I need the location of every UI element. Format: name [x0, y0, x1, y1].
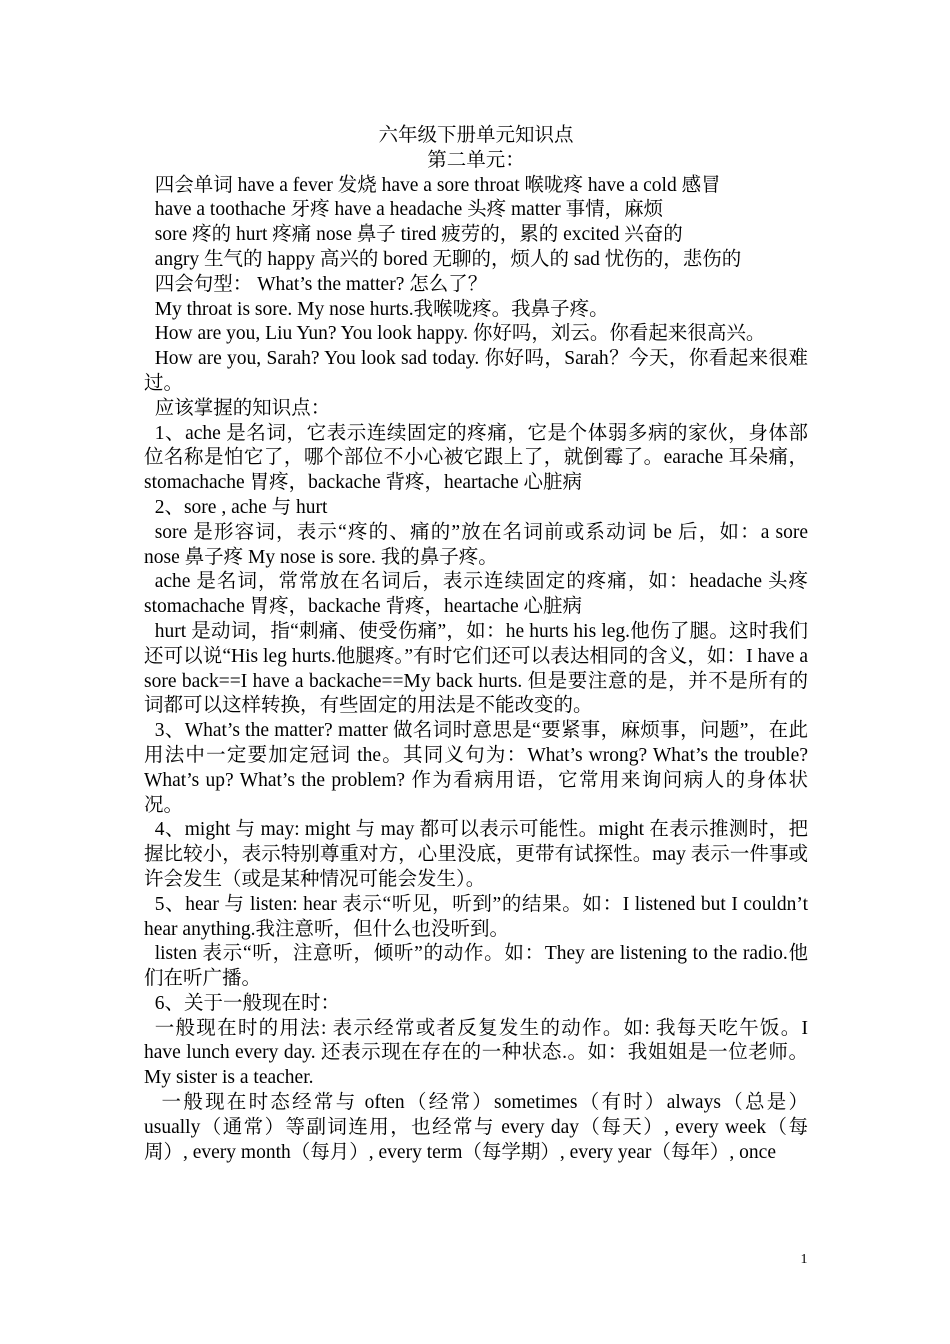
- paragraph: 5、hear 与 listen: hear 表示“听见，听到”的结果。如：I listened but I couldn’t hear anything.我注意听，但什么也没听到。: [144, 893, 808, 940]
- paragraph: have a toothache 牙疼 have a headache 头疼 matter 事情，麻烦: [154, 199, 664, 221]
- paragraph: My throat is sore. My nose hurts.我喉咙疼。我鼻子疼。: [154, 298, 609, 320]
- page-number: 1: [800, 1252, 808, 1267]
- paragraph: 1、ache 是名词，它表示连续固定的疼痛，它是个体弱多病的家伙，身体部位名称是怕它了，哪个部位不小心被它跟上了，就倒霉了。earache 耳朵痛，stomachache 胃疼，backache 背疼，heartache 心脏病: [144, 422, 808, 494]
- unit-heading: 第二单元：: [427, 149, 525, 171]
- document-title: 六年级下册单元知识点: [378, 125, 574, 146]
- document-body: [144, 124, 808, 1165]
- paragraph: ache 是名词，常常放在名词后，表示连续固定的疼痛，如：headache 头疼 stomachache 胃疼，backache 背疼，heartache 心脏病: [144, 571, 808, 618]
- paragraph: 2、sore , ache 与 hurt: [154, 496, 328, 518]
- paragraph: sore 疼的 hurt 疼痛 nose 鼻子 tired 疲劳的，累的 excited 兴奋的: [154, 224, 683, 246]
- paragraph: listen 表示“听，注意听，倾听”的动作。如：They are listening to the radio.他们在听广播。: [144, 943, 808, 990]
- paragraph: 应该掌握的知识点：: [154, 397, 331, 419]
- paragraph: 一般现在时的用法: 表示经常或者反复发生的动作。如: 我每天吃午饭。I have lunch every day. 还表示现在存在的一种状态.。如：我姐姐是一位老师。My sister is a teacher.: [144, 1017, 808, 1089]
- paragraph: 6、关于一般现在时：: [154, 992, 340, 1014]
- paragraph: angry 生气的 happy 高兴的 bored 无聊的，烦人的 sad 忧伤的，悲伤的: [154, 248, 742, 270]
- paragraph: hurt 是动词，指“刺痛、使受伤痛”，如：he hurts his leg.他伤了腿。这时我们还可以说“His leg hurts.他腿疼。”有时它们还可以表达相同的含义，如：I have a sore back==I have a backache==My back hurts. 但是要注意的是，并不是所有的词都可以这样转换，有些固定的用法是不能改变的。: [144, 620, 808, 717]
- paragraph: How are you, Liu Yun? You look happy. 你好吗，刘云。你看起来很高兴。: [154, 323, 766, 345]
- paragraph: 3、What’s the matter? matter 做名词时意思是“要紧事，麻烦事，问题”，在此用法中一定要加定冠词 the。其同义句为：What’s wrong? What’s the trouble? What’s up? What’s the problem? 作为看病用语，它常用来询问病人的身体状况。: [144, 720, 808, 816]
- paragraph: sore 是形容词，表示“疼的、痛的”放在名词前或系动词 be 后，如：a sore nose 鼻子疼 My nose is sore. 我的鼻子疼。: [144, 521, 808, 568]
- paragraph: 四会单词 have a fever 发烧 have a sore throat 喉咙疼 have a cold 感冒: [154, 174, 721, 196]
- paragraph: 4、might 与 may: might 与 may 都可以表示可能性。might 在表示推测时，把握比较小，表示特别尊重对方，心里没底，更带有试探性。may 表示一件事或许会发生（或是某种情况可能会发生）。: [144, 819, 808, 890]
- paragraph: How are you, Sarah? You look sad today. 你好吗，Sarah？今天，你看起来很难过。: [144, 348, 808, 394]
- paragraph: 四会句型： What’s the matter? 怎么了？: [154, 273, 488, 295]
- paragraph: 一般现在时态经常与 often（经常）sometimes（有时）always（总是）usually（通常）等副词连用，也经常与 every day（每天）, every week（每周）, every month（每月）, every term（每学期）, every year（每年）, once: [144, 1092, 808, 1163]
